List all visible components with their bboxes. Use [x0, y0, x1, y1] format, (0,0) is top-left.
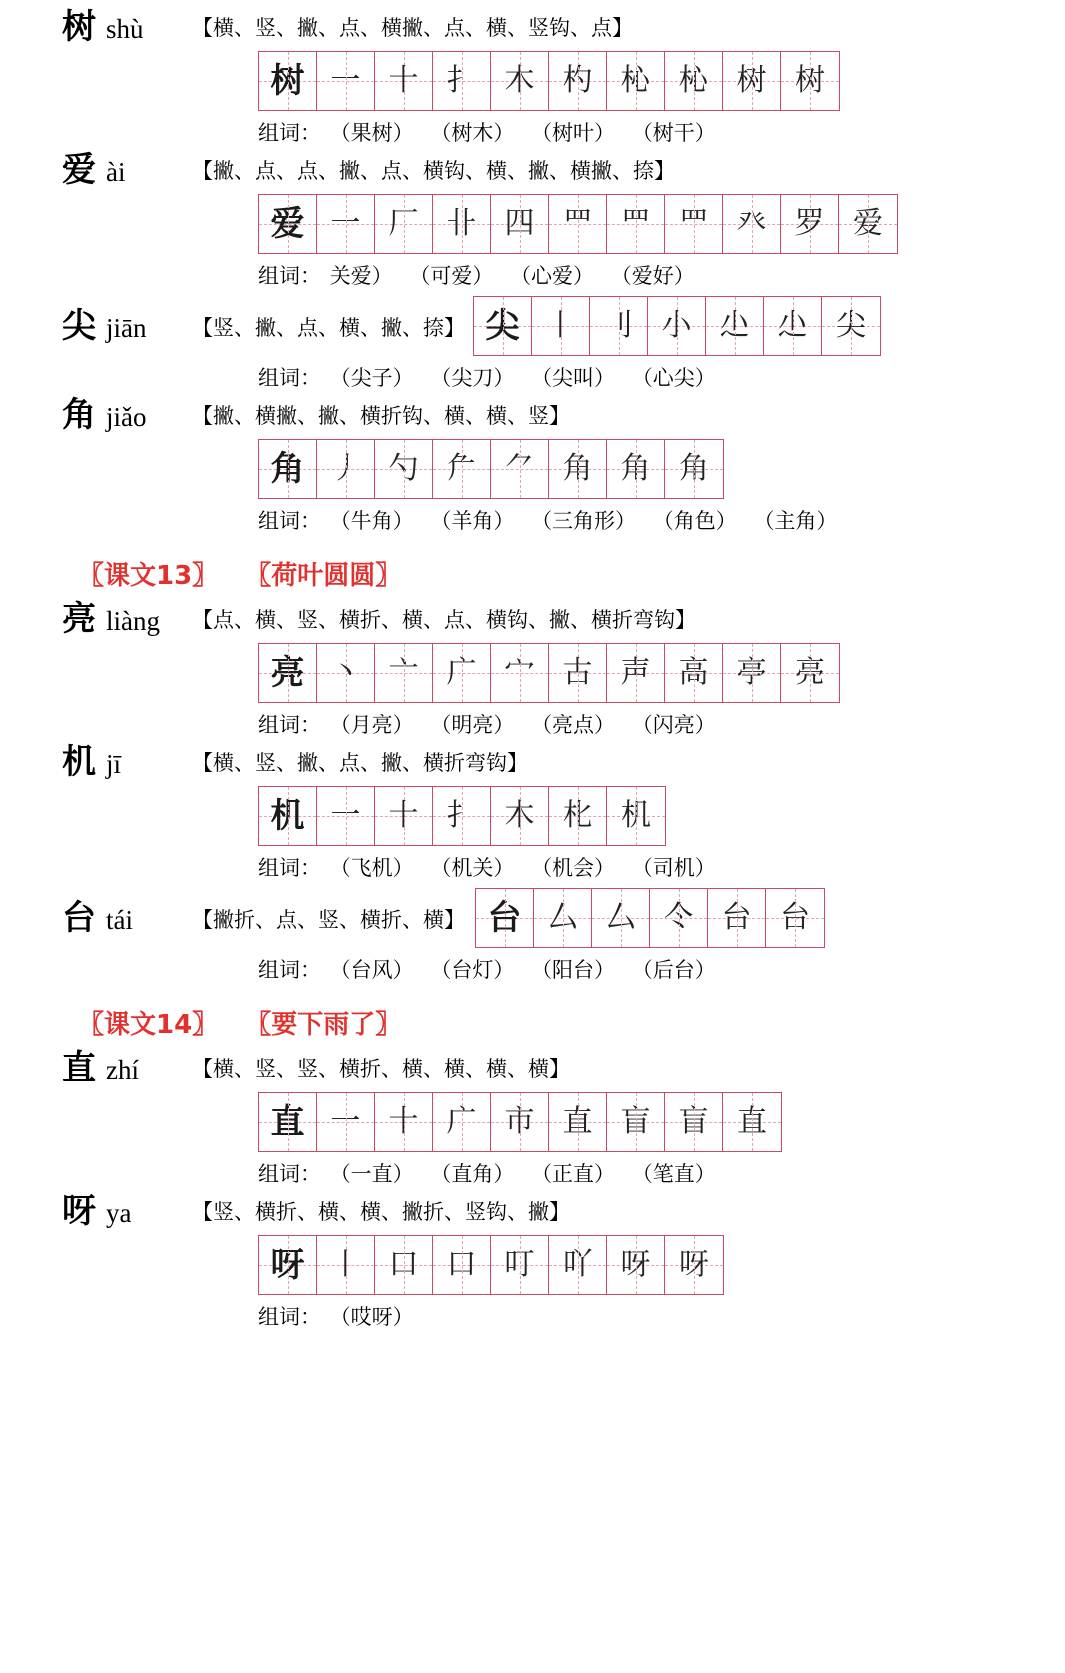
word-item: （爱好） — [610, 264, 695, 288]
grid-cell — [375, 52, 433, 110]
grid-cell — [317, 644, 375, 702]
grid-cell — [433, 1093, 491, 1151]
grid-glyph: 叮 — [504, 1247, 535, 1282]
grid-glyph: 勺 — [388, 451, 419, 486]
grid-cell — [433, 52, 491, 110]
character-entry-ji — [0, 742, 1065, 884]
entry-header — [0, 1048, 1065, 1088]
grid-glyph: 角 — [679, 451, 709, 486]
grid-glyph: 古 — [562, 655, 593, 690]
words-label: 组词： — [258, 509, 321, 533]
grid-glyph: 丨 — [330, 1247, 361, 1282]
stroke-order-text: 【竖、横折、横、横、撇折、竖钩、撇】 — [192, 1200, 570, 1224]
grid-cell — [549, 1093, 607, 1151]
grid-glyph: 一 — [330, 798, 361, 833]
grid-glyph: 十 — [388, 63, 419, 98]
grid-cell — [433, 1236, 491, 1294]
grid-glyph: 厶 — [605, 900, 636, 935]
grid-glyph: 厃 — [446, 451, 477, 486]
grid-glyph: 亭 — [736, 655, 767, 690]
grid-glyph: 吖 — [562, 1247, 593, 1282]
grid-cell — [317, 1093, 375, 1151]
grid-cell — [549, 1236, 607, 1294]
words-label: 组词： — [258, 366, 321, 390]
grid-cell — [375, 195, 433, 253]
grid-cell — [375, 787, 433, 845]
grid-glyph: 亠 — [388, 655, 419, 690]
character-entry-ya — [0, 1191, 1065, 1333]
word-item: （羊角） — [430, 509, 515, 533]
character-entry-zhi — [0, 1048, 1065, 1190]
character-glyph: 呀 — [62, 1191, 96, 1231]
words-line — [0, 362, 1065, 392]
grid-glyph: 声 — [620, 655, 651, 690]
grid-cell — [607, 644, 665, 702]
word-item: （台灯） — [430, 958, 515, 982]
grid-glyph: 四 — [504, 206, 535, 241]
grid-cell — [822, 297, 880, 355]
words-line — [0, 709, 1065, 739]
grid-cell — [375, 440, 433, 498]
word-item: （亮点） — [531, 713, 616, 737]
word-item: （心爱） — [510, 264, 595, 288]
character-label — [0, 305, 192, 346]
grid-cell — [491, 195, 549, 253]
grid-cell — [650, 889, 708, 947]
word-item: （尖刀） — [430, 366, 515, 390]
grid-glyph: 广 — [446, 655, 477, 690]
grid-cell — [607, 787, 665, 845]
grid-cell — [549, 195, 607, 253]
stroke-order-text: 【撇折、点、竖、横折、横】 — [192, 908, 465, 933]
pinyin-label: liàng — [106, 606, 160, 636]
character-glyph: 机 — [62, 742, 96, 782]
character-entry-jiao — [0, 395, 1065, 537]
word-item: （树干） — [631, 121, 716, 145]
grid-cell — [665, 644, 723, 702]
word-item: （三角形） — [531, 509, 637, 533]
grid-cell — [706, 297, 764, 355]
words-line — [0, 505, 1065, 535]
grid-cell — [723, 52, 781, 110]
grid-cell — [590, 297, 648, 355]
lesson-heading-14 — [0, 1004, 1065, 1041]
grid-glyph: 角 — [562, 451, 593, 486]
grid-cell — [491, 787, 549, 845]
grid-glyph: 直 — [562, 1104, 593, 1139]
grid-cell — [708, 889, 766, 947]
character-entry-ai — [0, 150, 1065, 292]
grid-cell — [317, 52, 375, 110]
word-item: （主角） — [753, 509, 838, 533]
word-item: 关爱） — [329, 264, 393, 288]
stroke-grid — [258, 1235, 724, 1295]
character-glyph: 台 — [62, 897, 96, 938]
grid-glyph: 台 — [721, 900, 752, 935]
grid-cell — [723, 1093, 781, 1151]
pinyin-label: ài — [106, 157, 126, 187]
words-line — [0, 852, 1065, 882]
words-label: 组词： — [258, 713, 321, 737]
grid-glyph: 亮 — [270, 653, 305, 693]
word-item: （阳台） — [531, 958, 616, 982]
grid-glyph: 呀 — [679, 1247, 709, 1282]
grid-cell — [433, 440, 491, 498]
grid-glyph: 台 — [780, 900, 810, 935]
entry-header — [0, 150, 1065, 190]
words-label: 组词： — [258, 1305, 321, 1329]
grid-glyph: 尖 — [485, 306, 520, 346]
stroke-grid — [258, 643, 840, 703]
grid-glyph: 盲 — [678, 1104, 709, 1139]
grid-glyph: 机 — [621, 798, 651, 833]
grid-cell — [766, 889, 824, 947]
grid-cell — [549, 644, 607, 702]
grid-glyph: 尐 — [719, 308, 750, 343]
word-item: （角色） — [652, 509, 737, 533]
lesson-number: 〖课文13〗 — [78, 561, 219, 591]
grid-cell — [607, 1236, 665, 1294]
stroke-order-text: 【撇、横撇、撇、横折钩、横、横、竖】 — [192, 404, 570, 428]
grid-cell — [259, 195, 317, 253]
grid-glyph: 罒 — [562, 206, 593, 241]
grid-cell — [259, 644, 317, 702]
word-item: （果树） — [329, 121, 414, 145]
grid-cell — [723, 195, 781, 253]
grid-cell — [839, 195, 897, 253]
grid-cell — [532, 297, 590, 355]
stroke-order-text: 【横、竖、撇、点、横撇、点、横、竖钩、点】 — [192, 16, 633, 40]
grid-cell — [491, 52, 549, 110]
lesson-title: 〖要下雨了〗 — [245, 1010, 402, 1040]
pinyin-label: jiǎo — [106, 402, 147, 432]
grid-glyph: 刂 — [603, 308, 634, 343]
character-entry-liang — [0, 599, 1065, 741]
grid-glyph: 口 — [446, 1247, 477, 1282]
stroke-grid — [473, 296, 881, 356]
word-item: （飞机） — [329, 856, 414, 880]
word-item: （后台） — [631, 958, 716, 982]
character-glyph: 角 — [62, 395, 96, 435]
stroke-grid — [258, 786, 666, 846]
grid-glyph: 罒 — [678, 206, 709, 241]
grid-glyph: 癶 — [736, 206, 767, 241]
stroke-grid — [258, 439, 724, 499]
pinyin-label: jiān — [106, 312, 147, 343]
pinyin-label: ya — [106, 1198, 132, 1228]
entry-header — [0, 888, 1065, 948]
words-line — [0, 260, 1065, 290]
grid-cell — [607, 1093, 665, 1151]
pinyin-label: tái — [106, 904, 133, 935]
character-label — [0, 150, 192, 190]
pinyin-label: shù — [106, 14, 144, 44]
grid-cell — [375, 1093, 433, 1151]
grid-cell — [317, 787, 375, 845]
grid-glyph: 呀 — [270, 1245, 305, 1285]
grid-cell — [549, 440, 607, 498]
grid-glyph: 宀 — [504, 655, 535, 690]
character-entry-tai — [0, 888, 1065, 986]
word-item: （哎呀） — [329, 1305, 414, 1329]
grid-glyph: 台 — [487, 898, 522, 938]
character-glyph: 爱 — [62, 150, 96, 190]
character-glyph: 树 — [62, 7, 96, 47]
lesson-title: 〖荷叶圆圆〗 — [245, 561, 402, 591]
grid-cell — [259, 787, 317, 845]
character-entry-shu — [0, 7, 1065, 149]
grid-glyph: 尖 — [836, 308, 866, 343]
grid-glyph: 木 — [504, 798, 535, 833]
grid-glyph: 厶 — [547, 900, 578, 935]
grid-glyph: 爱 — [853, 206, 883, 241]
character-label — [0, 897, 192, 938]
stroke-grid — [475, 888, 825, 948]
grid-glyph: 木 — [504, 63, 535, 98]
grid-cell — [259, 440, 317, 498]
words-line — [0, 1158, 1065, 1188]
words-label: 组词： — [258, 264, 321, 288]
grid-glyph: 直 — [737, 1104, 767, 1139]
grid-glyph: 亮 — [795, 655, 825, 690]
grid-cell — [534, 889, 592, 947]
entry-header — [0, 742, 1065, 782]
word-item: （树叶） — [531, 121, 616, 145]
grid-glyph: 树 — [736, 63, 767, 98]
grid-cell — [433, 644, 491, 702]
lesson-number: 〖课文14〗 — [78, 1010, 219, 1040]
grid-glyph: 小 — [661, 308, 692, 343]
character-entry-jian — [0, 296, 1065, 394]
grid-cell — [665, 1236, 723, 1294]
grid-glyph: 十 — [388, 1104, 419, 1139]
stroke-order-text: 【横、竖、竖、横折、横、横、横、横】 — [192, 1057, 570, 1081]
grid-glyph: 角 — [270, 449, 305, 489]
grid-cell — [491, 1236, 549, 1294]
grid-cell — [433, 195, 491, 253]
grid-glyph: 尐 — [777, 308, 808, 343]
grid-cell — [317, 1236, 375, 1294]
grid-glyph: 杺 — [678, 63, 709, 98]
grid-glyph: 扌 — [446, 63, 477, 98]
word-item: （笔直） — [631, 1162, 716, 1186]
grid-cell — [781, 644, 839, 702]
grid-glyph: 市 — [504, 1104, 535, 1139]
grid-cell — [317, 195, 375, 253]
grid-cell — [764, 297, 822, 355]
grid-cell — [592, 889, 650, 947]
grid-glyph: 罗 — [794, 206, 825, 241]
grid-cell — [259, 1093, 317, 1151]
character-glyph: 尖 — [62, 305, 96, 346]
grid-cell — [665, 440, 723, 498]
grid-glyph: 口 — [388, 1247, 419, 1282]
pinyin-label: zhí — [106, 1055, 139, 1085]
grid-glyph: 罒 — [620, 206, 651, 241]
grid-glyph: 广 — [446, 1104, 477, 1139]
character-label — [0, 1191, 192, 1231]
grid-cell — [474, 297, 532, 355]
pinyin-label: jī — [106, 749, 122, 779]
grid-cell — [607, 440, 665, 498]
word-item: （月亮） — [329, 713, 414, 737]
grid-glyph: 朼 — [562, 798, 593, 833]
character-label — [0, 1048, 192, 1088]
grid-cell — [433, 787, 491, 845]
grid-glyph: 一 — [330, 63, 361, 98]
grid-glyph: ⺈ — [504, 451, 535, 486]
grid-cell — [607, 52, 665, 110]
stroke-grid — [258, 51, 840, 111]
word-item: （正直） — [531, 1162, 616, 1186]
grid-glyph: 十 — [388, 798, 419, 833]
grid-cell — [723, 644, 781, 702]
character-label — [0, 742, 192, 782]
grid-cell — [549, 52, 607, 110]
grid-glyph: 树 — [795, 63, 825, 98]
character-label — [0, 599, 192, 639]
word-item: （可爱） — [409, 264, 494, 288]
word-item: （明亮） — [430, 713, 515, 737]
words-line — [0, 954, 1065, 984]
word-item: （直角） — [430, 1162, 515, 1186]
entry-header — [0, 395, 1065, 435]
word-item: （尖子） — [329, 366, 414, 390]
character-glyph: 亮 — [62, 599, 96, 639]
grid-glyph: 卝 — [446, 206, 477, 241]
grid-cell — [648, 297, 706, 355]
stroke-grid — [258, 1092, 782, 1152]
character-label — [0, 395, 192, 435]
words-line — [0, 1301, 1065, 1331]
word-item: （闪亮） — [631, 713, 716, 737]
grid-cell — [781, 195, 839, 253]
stroke-order-text: 【竖、撇、点、横、撇、捺】 — [192, 316, 465, 341]
grid-glyph: 树 — [270, 61, 305, 101]
grid-glyph: 角 — [620, 451, 651, 486]
stroke-order-text: 【横、竖、撇、点、撇、横折弯钩】 — [192, 751, 528, 775]
word-item: （心尖） — [631, 366, 716, 390]
grid-glyph: 一 — [330, 1104, 361, 1139]
grid-cell — [491, 644, 549, 702]
words-label: 组词： — [258, 856, 321, 880]
words-label: 组词： — [258, 1162, 321, 1186]
grid-glyph: 呀 — [620, 1247, 651, 1282]
grid-glyph: 丶 — [330, 655, 361, 690]
stroke-order-text: 【点、横、竖、横折、横、点、横钩、撇、横折弯钩】 — [192, 608, 696, 632]
grid-glyph: 盲 — [620, 1104, 651, 1139]
entry-header — [0, 599, 1065, 639]
grid-cell — [476, 889, 534, 947]
grid-cell — [665, 1093, 723, 1151]
entry-header — [0, 7, 1065, 47]
entry-header — [0, 1191, 1065, 1231]
lesson-heading-13 — [0, 555, 1065, 592]
grid-cell — [781, 52, 839, 110]
stroke-order-text: 【撇、点、点、撇、点、横钩、横、撇、横撇、捺】 — [192, 159, 675, 183]
words-label: 组词： — [258, 958, 321, 982]
grid-cell — [317, 440, 375, 498]
grid-cell — [549, 787, 607, 845]
grid-glyph: 高 — [678, 655, 709, 690]
word-item: （台风） — [329, 958, 414, 982]
word-item: （机关） — [430, 856, 515, 880]
character-glyph: 直 — [62, 1048, 96, 1088]
grid-glyph: 机 — [270, 796, 305, 836]
grid-cell — [375, 644, 433, 702]
word-item: （司机） — [631, 856, 716, 880]
grid-glyph: 厂 — [388, 206, 419, 241]
word-item: （尖叫） — [531, 366, 616, 390]
grid-cell — [259, 1236, 317, 1294]
grid-glyph: 杓 — [562, 63, 593, 98]
grid-glyph: 直 — [270, 1102, 305, 1142]
grid-glyph: 一 — [330, 206, 361, 241]
grid-cell — [259, 52, 317, 110]
grid-cell — [491, 440, 549, 498]
word-item: （一直） — [329, 1162, 414, 1186]
grid-glyph: 丿 — [330, 451, 361, 486]
grid-glyph: 丨 — [545, 308, 576, 343]
word-item: （牛角） — [329, 509, 414, 533]
grid-glyph: 杺 — [620, 63, 651, 98]
stroke-grid — [258, 194, 898, 254]
grid-cell — [665, 52, 723, 110]
words-line — [0, 117, 1065, 147]
grid-cell — [491, 1093, 549, 1151]
entry-header — [0, 296, 1065, 356]
word-item: （机会） — [531, 856, 616, 880]
grid-glyph: 爱 — [270, 204, 305, 244]
grid-cell — [665, 195, 723, 253]
grid-glyph: 仒 — [663, 900, 694, 935]
character-label — [0, 7, 192, 47]
grid-glyph: 扌 — [446, 798, 477, 833]
grid-cell — [375, 1236, 433, 1294]
word-item: （树木） — [430, 121, 515, 145]
grid-cell — [607, 195, 665, 253]
words-label: 组词： — [258, 121, 321, 145]
